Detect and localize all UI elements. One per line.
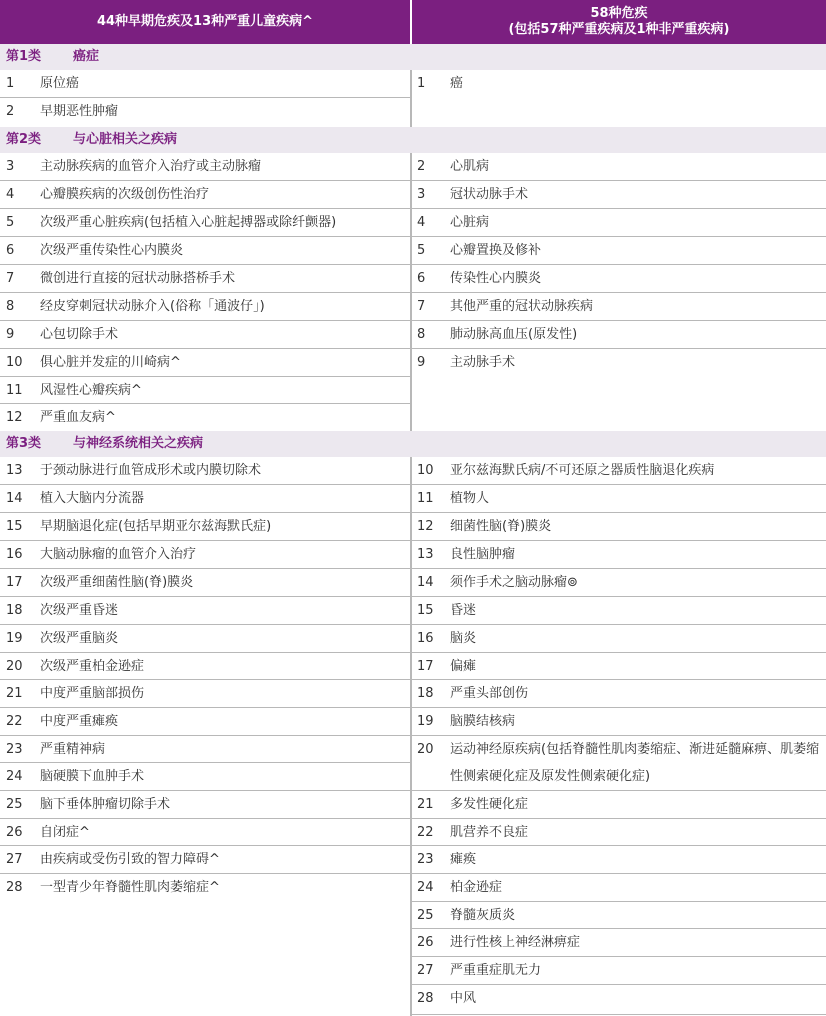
table-row [412,513,826,541]
illness-name: 次级严重柏金逊症 [40,659,145,674]
item-number: 5 [417,243,426,258]
table-row [412,653,826,680]
item-number: 6 [417,271,426,286]
left-header-title: 44种早期危疾及13种严重儿童疾病^ [96,14,314,29]
category-number: 第2类 [6,132,42,147]
illness-name: 其他严重的冠状动脉疾病 [450,299,594,314]
illness-name: 经皮穿刺冠状动脉介入(俗称「通波仔」) [40,299,265,314]
table-row [412,929,826,957]
item-number: 16 [6,547,23,562]
item-number: 2 [6,104,15,119]
item-number: 26 [6,825,23,840]
illness-name: 偏瘫 [450,659,477,674]
table-row [412,902,826,929]
illness-name: 早期恶性肿瘤 [40,104,119,119]
item-number: 23 [417,852,434,867]
table-row [412,680,826,708]
illness-name: 微创进行直接的冠状动脉搭桥手术 [40,271,236,286]
illness-name: 心肌病 [450,159,490,174]
table-row [412,237,826,265]
item-number: 14 [6,491,23,506]
category-title: 癌症 [73,49,100,64]
table-row [0,791,410,819]
illness-name: 瘫痪 [450,852,477,867]
illness-name: 冠状动脉手术 [450,187,529,202]
table-row [0,541,410,569]
item-number: 11 [417,491,434,506]
illness-name: 运动神经原疾病(包括脊髓性肌肉萎缩症、渐进延髓麻痹、肌萎缩性侧索硬化症及原发性侧索硬化症) [450,742,820,784]
table-row [0,209,410,237]
item-number: 5 [6,215,15,230]
item-number: 19 [6,631,23,646]
table-row [412,819,826,846]
table-row [412,957,826,985]
table-row [0,846,410,874]
item-number: 17 [417,659,434,674]
illness-name: 肺动脉高血压(原发性) [450,327,578,342]
table-row [0,819,410,846]
category-row [0,44,826,70]
illness-name: 须作手术之脑动脉瘤⊚ [450,575,578,590]
illness-name: 中度严重脑部损伤 [40,686,145,701]
illness-name: 脑下垂体肿瘤切除手术 [40,797,171,812]
item-number: 15 [417,603,434,618]
illness-name: 良性脑肿瘤 [450,547,516,562]
illness-name: 脑膜结核病 [450,714,516,729]
table-row [412,791,826,819]
illness-name: 次级严重传染性心内膜炎 [40,243,184,258]
table-row [412,625,826,653]
illness-name: 严重血友病^ [40,410,116,425]
item-number: 24 [417,880,434,895]
illness-name: 原位癌 [40,76,80,91]
item-number: 4 [6,187,15,202]
item-number: 21 [417,797,434,812]
category-title: 与心脏相关之疾病 [73,132,178,147]
item-number: 24 [6,769,23,784]
item-number: 7 [6,271,15,286]
illness-name: 一型青少年脊髓性肌肉萎缩症^ [40,880,220,895]
item-number: 23 [6,742,23,757]
table-row [0,653,410,680]
table-row [0,457,410,485]
illness-name: 中度严重瘫痪 [40,714,119,729]
item-number: 22 [6,714,23,729]
category-number: 第3类 [6,436,42,451]
table-row [0,349,410,377]
item-number: 19 [417,714,434,729]
table-row [412,153,826,181]
item-number: 3 [6,159,15,174]
table-row [0,404,410,431]
illness-name: 严重重症肌无力 [450,963,542,978]
item-number: 1 [417,76,426,91]
illness-name: 主动脉疾病的血管介入治疗或主动脉瘤 [40,159,262,174]
illness-name: 植物人 [450,491,490,506]
illness-name: 心包切除手术 [40,327,119,342]
illness-name: 亚尔兹海默氏病/不可还原之器质性脑退化疾病 [450,463,715,478]
table-row [412,209,826,237]
item-number: 27 [6,852,23,867]
illness-name: 严重精神病 [40,742,106,757]
table-row [0,98,410,127]
table-bottom-border [412,1014,826,1015]
table-row [0,293,410,321]
illness-name: 心瓣置换及修补 [450,243,542,258]
illness-name: 次级严重脑炎 [40,631,119,646]
table-row [412,541,826,569]
illness-name: 肌营养不良症 [450,825,529,840]
table-row [0,377,410,404]
item-number: 20 [417,742,434,757]
item-number: 27 [417,963,434,978]
item-number: 22 [417,825,434,840]
illness-name: 脑硬膜下血肿手术 [40,769,145,784]
table-row [412,708,826,736]
illness-name: 自闭症^ [40,825,90,840]
table-row [412,874,826,902]
table-row [0,569,410,597]
table-row [0,485,410,513]
category-row [0,431,826,457]
table-row [412,569,826,597]
table-row [412,349,826,431]
illness-name: 次级严重心脏疾病(包括植入心脏起搏器或除纤颤器) [40,215,337,230]
item-number: 9 [417,355,426,370]
illness-name: 俱心脏并发症的川崎病^ [40,355,181,370]
item-number: 8 [417,327,426,342]
illness-name: 脑炎 [450,631,477,646]
item-number: 18 [6,603,23,618]
table-row [0,153,410,181]
category-number: 第1类 [6,49,42,64]
table-row [0,181,410,209]
item-number: 12 [6,410,23,425]
item-number: 11 [6,383,23,398]
item-number: 25 [417,908,434,923]
illness-name: 于颈动脉进行血管成形术或内膜切除术 [40,463,262,478]
category-row [0,127,826,153]
illness-name: 进行性核上神经淋痹症 [450,935,581,950]
table-row [0,874,410,902]
table-row [0,763,410,791]
table-row [412,321,826,349]
item-number: 16 [417,631,434,646]
illness-name: 由疾病或受伤引致的智力障碍^ [40,852,220,867]
table-row [0,736,410,763]
item-number: 6 [6,243,15,258]
table-row [412,597,826,625]
table-row [412,265,826,293]
item-number: 8 [6,299,15,314]
item-number: 21 [6,686,23,701]
table-row [0,321,410,349]
illness-name: 脊髓灰质炎 [450,908,516,923]
illness-name: 早期脑退化症(包括早期亚尔兹海默氏症) [40,519,272,534]
item-number: 1 [6,76,15,91]
item-number: 9 [6,327,15,342]
table-row [412,485,826,513]
item-number: 28 [417,991,434,1006]
item-number: 18 [417,686,434,701]
illness-name: 次级严重昏迷 [40,603,119,618]
right-header-title: 58种危疾 [590,6,648,21]
item-number: 7 [417,299,426,314]
item-number: 2 [417,159,426,174]
illness-name: 严重头部创伤 [450,686,529,701]
illness-name: 次级严重细菌性脑(脊)膜炎 [40,575,194,590]
table-row [0,513,410,541]
illness-name: 癌 [450,76,464,91]
table-row [0,625,410,653]
illness-name: 主动脉手术 [450,355,516,370]
item-number: 25 [6,797,23,812]
illness-name: 传染性心内膜炎 [450,271,542,286]
illness-name: 心瓣膜疾病的次级创伤性治疗 [40,187,210,202]
illness-name: 昏迷 [450,603,477,618]
left-column-header [0,0,410,44]
illness-name: 风湿性心瓣疾病^ [40,383,142,398]
illness-name: 细菌性脑(脊)膜炎 [450,519,552,534]
item-number: 14 [417,575,434,590]
right-column-header [412,0,826,44]
table-row [0,680,410,708]
table-row [0,70,410,98]
table-row [412,70,826,127]
category-title: 与神经系统相关之疾病 [73,436,204,451]
item-number: 4 [417,215,426,230]
table-row [412,985,826,1014]
item-number: 3 [417,187,426,202]
illness-name: 柏金逊症 [450,880,503,895]
table-row [412,736,826,791]
table-row [412,457,826,485]
item-number: 28 [6,880,23,895]
right-header-subtitle: (包括57种严重疾病及1种非严重疾病) [508,22,730,37]
illness-name: 心脏病 [450,215,490,230]
item-number: 10 [417,463,434,478]
item-number: 15 [6,519,23,534]
illness-name: 多发性硬化症 [450,797,529,812]
table-row [0,237,410,265]
item-number: 13 [6,463,23,478]
item-number: 10 [6,355,23,370]
table-row [0,265,410,293]
illness-name: 大脑动脉瘤的血管介入治疗 [40,547,197,562]
table-row [412,846,826,874]
illness-name: 中风 [450,991,477,1006]
table-row [0,708,410,736]
item-number: 17 [6,575,23,590]
item-number: 12 [417,519,434,534]
item-number: 20 [6,659,23,674]
table-row [412,181,826,209]
item-number: 13 [417,547,434,562]
table-row [412,293,826,321]
item-number: 26 [417,935,434,950]
illness-name: 植入大脑内分流器 [40,491,145,506]
table-row [0,597,410,625]
